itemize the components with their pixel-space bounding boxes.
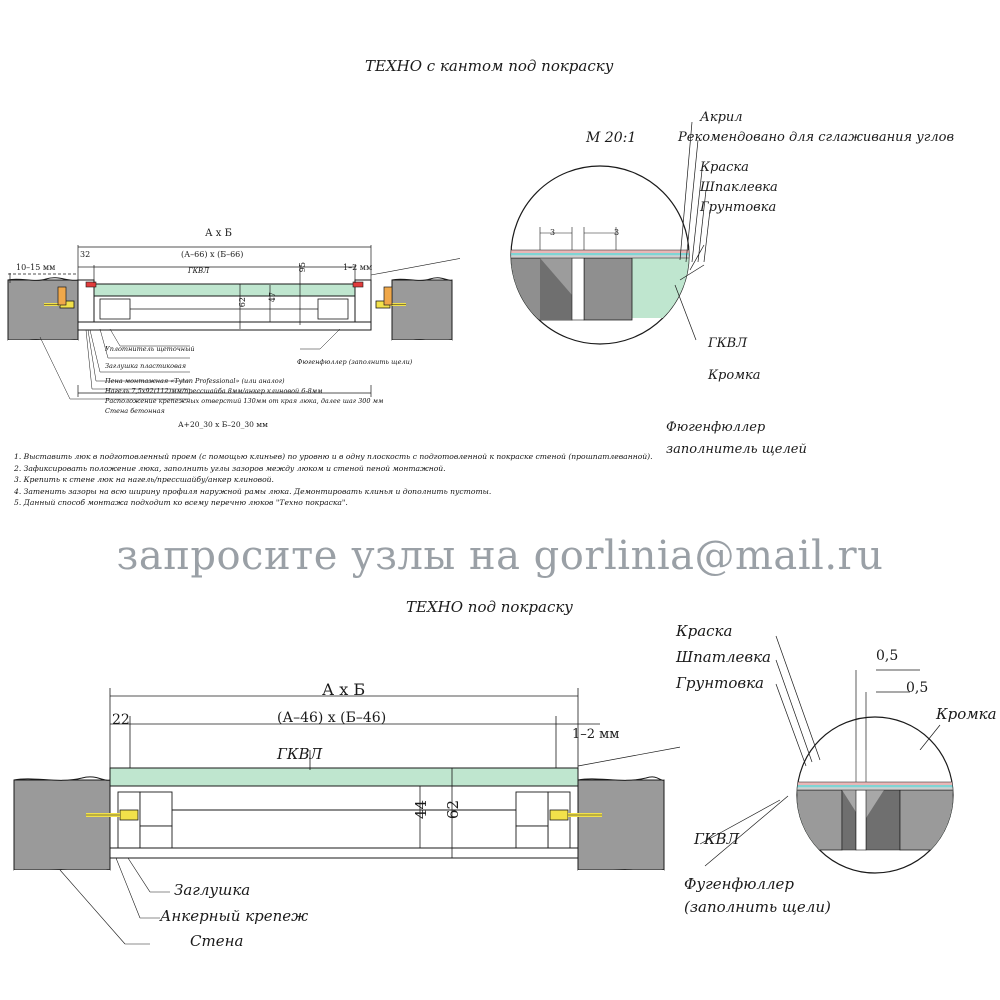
watermark-text: запросите узлы на gorlinia@mail.ru xyxy=(116,533,884,579)
dim-inner-bottom: (А–46) х (Б–46) xyxy=(277,710,387,726)
note-5: 5. Данный способ монтажа подходит ко всему перечню люков "Техно покраска". xyxy=(14,498,348,508)
dim-left-offset-top: 32 xyxy=(80,250,91,259)
callout-fill-gaps-bottom: (заполнить щели) xyxy=(684,898,831,916)
callout-primer-bottom: Грунтовка xyxy=(676,674,765,692)
dim-a-x-b-top: А х Б xyxy=(205,228,232,239)
callout-putty-top: Шпаклевка xyxy=(700,180,778,195)
dim-detail-3-left: 3 xyxy=(550,228,556,237)
leader-anchor: Анкерный крепеж xyxy=(160,907,309,925)
dim-h-44: 44 xyxy=(412,800,430,820)
dim-gap-right-bottom: 1–2 мм xyxy=(572,727,620,742)
callout-filler-top: заполнитель щелей xyxy=(666,442,807,457)
label-foam: Пена монтажная «Tytan Professional» (или аналог) xyxy=(105,377,285,385)
callout-gkvl-bottom: ГКВЛ xyxy=(694,830,740,848)
leader-plug: Заглушка xyxy=(174,881,251,899)
dim-h-62: 62 xyxy=(444,800,462,820)
top-drawing-title: ТЕХНО с кантом под покраску xyxy=(365,57,614,75)
callout-edge-bottom: Кромка xyxy=(936,705,997,723)
callout-putty-bottom: Шпатлевка xyxy=(676,648,772,666)
bottom-drawing-title: ТЕХНО под покраску xyxy=(406,598,573,616)
dim-detail-05-top: 0,5 xyxy=(876,648,899,664)
dim-left-offset-bottom: 22 xyxy=(112,712,130,728)
dim-h-95: 95 xyxy=(298,262,307,273)
dim-a-x-b-bottom: А х Б xyxy=(322,680,366,699)
callout-paint-bottom: Краска xyxy=(676,622,733,640)
scale-label-top: М 20:1 xyxy=(586,130,637,146)
note-3: 3. Крепить к стене люк на нагель/прессшайбу/анкер клиновой. xyxy=(14,475,274,485)
callout-primer-top: Грунтовка xyxy=(700,200,777,215)
note-2: 2. Зафиксировать положение люка, заполнить углы зазоров между люком и стеной пеной монтажной. xyxy=(14,463,446,473)
callout-fugenfuller-top: Фюгенфюллер xyxy=(666,420,766,435)
callout-fugenfuller-bottom: Фугенфюллер xyxy=(684,875,795,893)
top-callout-leaders xyxy=(620,110,1000,460)
dim-bottom-top: А+20_30 х Б–20_30 мм xyxy=(178,420,268,429)
callout-edge-top: Кромка xyxy=(708,368,761,383)
label-hole-spacing: Расположение крепежных отверстий 130мм от края люка, далее шаг 300 мм xyxy=(105,397,384,405)
leader-wall: Стена xyxy=(190,932,244,950)
dim-wall-gap-top: 10–15 мм xyxy=(16,263,56,272)
note-4: 4. Затенить зазоры на всю ширину профиля наружной рамы люка. Демонтировать клинья и дополнить пустоты. xyxy=(14,486,492,496)
label-fugenfuller-top: Фюгенфюллер (заполнить щели) xyxy=(297,358,413,366)
callout-recommendation: Рекомендовано для сглаживания углов xyxy=(678,130,955,145)
installation-notes xyxy=(14,451,654,509)
dim-h-47: 47 xyxy=(268,292,277,303)
dim-detail-3-right: 3 xyxy=(614,228,620,237)
label-dowel: Нагель 7,5х92(112)мм/прессшайба 8мм/анкер клиновой 6-8мм xyxy=(105,387,323,395)
callout-acryl: Акрил xyxy=(700,110,743,125)
dim-h-62: 62 xyxy=(238,297,247,308)
label-plastic-plug: Заглушка пластиковая xyxy=(105,362,187,370)
callout-gkvl-top: ГКВЛ xyxy=(708,336,748,351)
label-concrete-wall: Стена бетонная xyxy=(105,407,165,415)
label-gkvl-bottom-panel: ГКВЛ xyxy=(277,745,323,763)
note-1: 1. Выставить люк в подготовленный проем (с помощью клиньев) по уровню и в одну плоскость с подготовленной к покраске стеной (прошпатлеванной). xyxy=(14,452,653,461)
label-brush-seal: Уплотнитель щеточный xyxy=(105,345,195,353)
dim-inner-top: (А–66) х (Б–66) xyxy=(181,250,244,259)
dim-gap-right-top: 1–2 мм xyxy=(343,263,373,272)
dim-detail-05-bottom: 0,5 xyxy=(906,680,929,696)
callout-paint-top: Краска xyxy=(700,160,749,175)
label-gkvl-top-panel: ГКВЛ xyxy=(188,267,210,275)
